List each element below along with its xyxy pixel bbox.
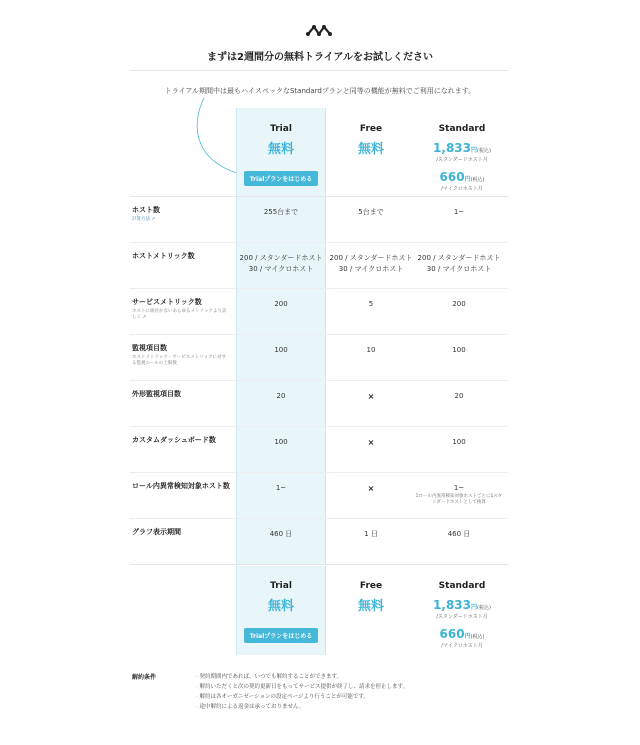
cross-icon: × bbox=[367, 438, 375, 447]
row-title: ホストメトリック数 bbox=[132, 252, 195, 260]
plan-trial-name: Trial bbox=[270, 124, 292, 134]
list-item: · 契約期間内であれば、いつでも解約することができます。 bbox=[196, 672, 408, 682]
standard-host-unit: /スタンダードホスト月 bbox=[436, 157, 488, 163]
cell-standard: 200 bbox=[452, 300, 466, 308]
cell-free: 10 bbox=[366, 346, 376, 354]
table-row bbox=[130, 473, 508, 519]
standard-micro-price-block bbox=[414, 623, 510, 649]
cell-standard bbox=[414, 253, 504, 275]
row-label bbox=[132, 252, 230, 261]
row-label bbox=[132, 298, 230, 321]
cell-note: 1ロール内異常検知対象ホストごとに1スタンダードホストとして換算 bbox=[415, 494, 503, 505]
cell-trial: 100 bbox=[274, 346, 288, 354]
table-row bbox=[130, 335, 508, 381]
standard-micro-price: 660 bbox=[439, 170, 465, 184]
plan-trial-price: 無料 bbox=[267, 599, 294, 614]
cell-free: 5 bbox=[368, 300, 374, 308]
row-title: ロール内異常検知対象ホスト数 bbox=[132, 482, 230, 490]
cell-standard bbox=[414, 483, 504, 506]
plan-trial-header bbox=[236, 124, 326, 186]
plan-free-price: 無料 bbox=[357, 599, 384, 614]
row-title: ホスト数 bbox=[132, 206, 160, 214]
standard-micro-unit: /マイクロホスト月 bbox=[441, 643, 483, 649]
start-trial-button[interactable]: Trialプランをはじめる bbox=[244, 171, 319, 186]
cross-icon: × bbox=[367, 484, 375, 493]
cell-trial: 460 日 bbox=[269, 530, 293, 538]
cell-trial: 200 bbox=[274, 300, 288, 308]
plan-standard-header-bottom bbox=[414, 581, 510, 649]
standard-host-price-block bbox=[414, 137, 510, 163]
calc-method-link[interactable]: 計算方法 ↗ bbox=[132, 217, 156, 222]
plan-standard-name: Standard bbox=[438, 581, 486, 591]
table-row bbox=[130, 289, 508, 335]
row-label bbox=[132, 390, 230, 399]
cell-free: 5台まで bbox=[358, 208, 384, 216]
cell-trial: 20 bbox=[276, 392, 286, 400]
cell-line: 30 / マイクロホスト bbox=[426, 265, 492, 273]
mackerel-logo-icon bbox=[306, 24, 332, 38]
cell-line: 30 / マイクロホスト bbox=[248, 265, 314, 273]
plan-standard-header bbox=[414, 124, 510, 192]
cell-standard: 100 bbox=[452, 346, 466, 354]
cell-trial: 1~ bbox=[275, 484, 287, 492]
cell-standard: 1~ bbox=[453, 208, 465, 216]
cell-value: 1~ bbox=[453, 484, 465, 492]
plan-trial-name: Trial bbox=[270, 581, 292, 591]
table-row bbox=[130, 427, 508, 473]
table-row bbox=[130, 381, 508, 427]
row-label bbox=[132, 436, 230, 445]
plan-free-header-bottom bbox=[326, 581, 416, 614]
cancellation-terms-label: 解約条件 bbox=[132, 674, 157, 681]
page-title: まずは2週間分の無料トライアルをお試しください bbox=[207, 52, 433, 63]
row-title: カスタムダッシュボード数 bbox=[132, 436, 216, 444]
standard-host-yen: 円 bbox=[471, 147, 478, 154]
cell-free bbox=[326, 253, 416, 275]
cross-icon: × bbox=[367, 392, 375, 401]
row-title: グラフ表示期間 bbox=[132, 528, 181, 536]
cell-line: 200 / スタンダードホスト bbox=[239, 254, 323, 262]
plan-free-header bbox=[326, 124, 416, 157]
start-trial-button[interactable]: Trialプランをはじめる bbox=[244, 628, 319, 643]
table-row bbox=[130, 243, 508, 289]
row-label bbox=[132, 482, 230, 491]
cancellation-terms-list bbox=[196, 672, 408, 712]
row-title: 監視項目数 bbox=[132, 344, 167, 352]
plan-free-price: 無料 bbox=[357, 142, 384, 157]
standard-micro-price: 660 bbox=[439, 627, 465, 641]
standard-micro-unit: /マイクロホスト月 bbox=[441, 186, 483, 192]
standard-micro-tax: (税込) bbox=[470, 634, 485, 640]
row-description: ホストメトリック・サービスメトリックに対する監視ルールの上限数 bbox=[132, 355, 227, 366]
cell-line: 30 / マイクロホスト bbox=[338, 265, 404, 273]
standard-micro-yen: 円 bbox=[464, 176, 471, 183]
cell-line: 200 / スタンダードホスト bbox=[417, 254, 501, 262]
list-item: · 途中解約による返金は承っておりません。 bbox=[196, 702, 408, 712]
standard-micro-price-block bbox=[414, 166, 510, 192]
standard-host-yen: 円 bbox=[471, 604, 478, 611]
standard-micro-yen: 円 bbox=[464, 633, 471, 640]
standard-host-price: 1,833 bbox=[433, 598, 472, 612]
intro-text: トライアル期間中は最もハイスペックなStandardプランと同等の機能が無料でご利用になれます。 bbox=[164, 87, 476, 95]
standard-host-price: 1,833 bbox=[433, 141, 472, 155]
plan-standard-name: Standard bbox=[438, 124, 486, 134]
list-item: · 解約いただくと次の契約更新日をもってサービス提供が終了し、請求を停止します。 bbox=[196, 682, 408, 692]
plan-free-name: Free bbox=[359, 581, 383, 591]
cell-free: 1 日 bbox=[364, 530, 378, 538]
cell-trial: 100 bbox=[274, 438, 288, 446]
standard-host-price-block bbox=[414, 594, 510, 620]
cell-standard: 20 bbox=[454, 392, 464, 400]
table-row bbox=[130, 197, 508, 243]
cell-standard: 100 bbox=[452, 438, 466, 446]
table-row bbox=[130, 519, 508, 565]
list-item: · 解約は各オーガニゼーションの設定ページより行うことが可能です。 bbox=[196, 692, 408, 702]
standard-host-tax: (税込) bbox=[477, 605, 491, 611]
row-label bbox=[132, 528, 230, 537]
standard-host-tax: (税込) bbox=[477, 148, 491, 154]
row-description[interactable]: ホストに紐付かないあらゆるメトリックより詳しく ↗ bbox=[132, 309, 227, 320]
plan-trial-header-bottom bbox=[236, 581, 326, 643]
plan-free-name: Free bbox=[359, 124, 383, 134]
plan-trial-price: 無料 bbox=[267, 142, 294, 157]
row-label bbox=[132, 344, 230, 367]
row-title: 外形監視項目数 bbox=[132, 390, 181, 398]
row-label bbox=[132, 206, 230, 223]
divider bbox=[130, 70, 508, 71]
cell-trial bbox=[236, 253, 326, 275]
row-title: サービスメトリック数 bbox=[132, 298, 202, 306]
cell-standard: 460 日 bbox=[447, 530, 471, 538]
cell-line: 200 / スタンダードホスト bbox=[329, 254, 413, 262]
standard-micro-tax: (税込) bbox=[470, 177, 485, 183]
cell-trial: 255台まで bbox=[263, 208, 299, 216]
standard-host-unit: /スタンダードホスト月 bbox=[436, 614, 488, 620]
